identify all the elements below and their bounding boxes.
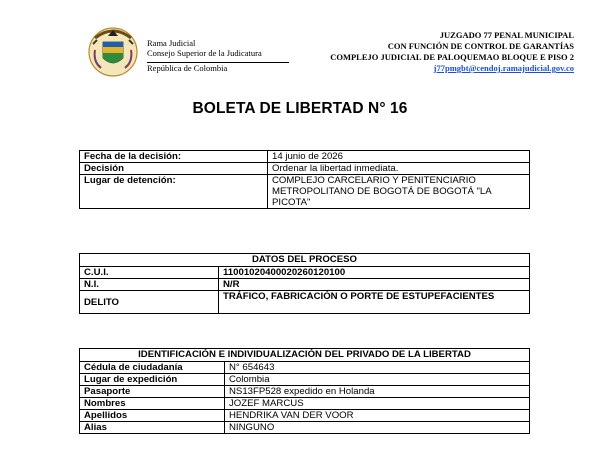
row-label: Alias [80, 422, 225, 434]
row-value: Ordenar la libertad inmediata. [268, 163, 530, 175]
row-label: Fecha de la decisión: [80, 151, 268, 163]
decision-table [79, 150, 530, 209]
row-value: TRÁFICO, FABRICACIÓN O PORTE DE ESTUPEFACIENTES [219, 291, 530, 314]
table-header-row [80, 254, 530, 267]
row-value: NS13FP528 expedido en Holanda [225, 386, 530, 398]
process-data-table [79, 253, 530, 314]
row-label: Cédula de ciudadanía [80, 362, 225, 374]
row-label: Nombres [80, 398, 225, 410]
row-label: Lugar de expedición [80, 374, 225, 386]
court-email-link[interactable]: j77pmgbt@cendoj.ramajudicial.gov.co [433, 63, 574, 73]
court-line: COMPLEJO JUDICIAL DE PALOQUEMAO BLOQUE E PISO 2 [330, 52, 574, 62]
row-label: DELITO [80, 291, 219, 314]
row-label: N.I. [80, 279, 219, 291]
org-line: Rama Judicial [147, 38, 196, 48]
row-label: C.U.I. [80, 267, 219, 279]
row-value: JOZEF MARCUS [225, 398, 530, 410]
court-identification [330, 30, 574, 74]
table-row [80, 267, 530, 279]
table-header: IDENTIFICACIÓN E INDIVIDUALIZACIÓN DEL PRIVADO DE LA LIBERTAD [80, 349, 530, 362]
table-row [80, 163, 530, 175]
table-row [80, 175, 530, 209]
row-label: Pasaporte [80, 386, 225, 398]
row-value: 14 junio de 2026 [268, 151, 530, 163]
table-row [80, 279, 530, 291]
table-row [80, 374, 530, 386]
row-value: HENDRIKA VAN DER VOOR [225, 410, 530, 422]
org-line: Consejo Superior de la Judicatura [147, 48, 262, 58]
table-row [80, 291, 530, 314]
row-label: Lugar de detención: [80, 175, 268, 209]
table-header-row [80, 349, 530, 362]
row-value: Colombia [225, 374, 530, 386]
table-row [80, 398, 530, 410]
identification-table [79, 348, 530, 434]
table-row [80, 151, 530, 163]
org-divider [147, 62, 289, 63]
org-line: República de Colombia [147, 63, 228, 73]
row-value: N/R [219, 279, 530, 291]
row-value: COMPLEJO CARCELARIO Y PENITENCIARIO METROPOLITANO DE BOGOTÁ DE BOGOTÁ "LA PICOTA" [268, 175, 530, 209]
table-row [80, 422, 530, 434]
table-row [80, 362, 530, 374]
row-value: NINGUNO [225, 422, 530, 434]
document-header [0, 0, 600, 90]
table-header: DATOS DEL PROCESO [80, 254, 530, 267]
colombia-coat-of-arms-seal [87, 22, 139, 78]
table-row [80, 386, 530, 398]
court-line: JUZGADO 77 PENAL MUNICIPAL [439, 30, 574, 40]
row-value: N° 654643 [225, 362, 530, 374]
court-line: CON FUNCIÓN DE CONTROL DE GARANTÍAS [387, 41, 574, 51]
row-label: Apellidos [80, 410, 225, 422]
judicial-branch-name [147, 38, 262, 73]
row-label: Decisión [80, 163, 268, 175]
table-row [80, 410, 530, 422]
document-title: BOLETA DE LIBERTAD N° 16 [192, 100, 408, 117]
row-value: 11001020400020260120100 [219, 267, 530, 279]
